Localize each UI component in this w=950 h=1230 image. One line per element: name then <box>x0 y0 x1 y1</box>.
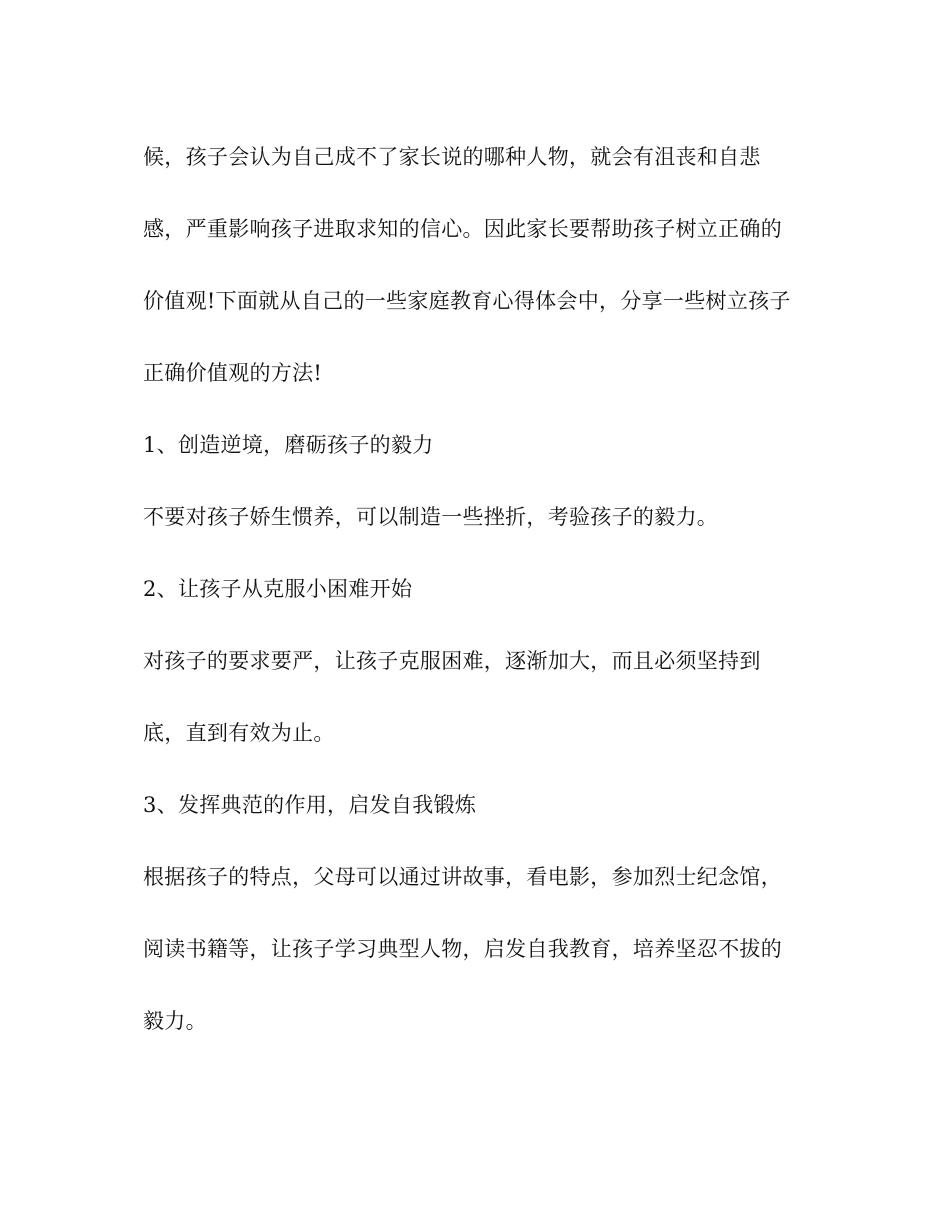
section-2-body-line-2: 底，直到有效为止。 <box>143 721 335 745</box>
paragraph-line-2: 感，严重影响孩子进取求知的信心。因此家长要帮助孩子树立正确的 <box>143 217 782 241</box>
section-heading-1: 1、创造逆境，磨砺孩子的毅力 <box>143 433 434 457</box>
section-2-body-line-1: 对孩子的要求要严，让孩子克服困难，逐渐加大，而且必须坚持到 <box>143 649 761 673</box>
section-heading-3: 3、发挥典范的作用，启发自我锻炼 <box>143 793 477 817</box>
section-3-body-line-2: 阅读书籍等，让孩子学习典型人物，启发自我教育，培养坚忍不拔的 <box>143 937 782 961</box>
section-3-body-line-3: 毅力。 <box>143 1009 207 1033</box>
section-3-body-line-1: 根据孩子的特点，父母可以通过讲故事，看电影，参加烈士纪念馆， <box>143 865 782 889</box>
section-1-body: 不要对孩子娇生惯养，可以制造一些挫折，考验孩子的毅力。 <box>143 505 719 529</box>
paragraph-line-1: 候，孩子会认为自己成不了家长说的哪种人物，就会有沮丧和自悲 <box>143 145 761 169</box>
paragraph-line-4: 正确价值观的方法! <box>143 361 323 385</box>
paragraph-line-3: 价值观!下面就从自己的一些家庭教育心得体会中，分享一些树立孩子 <box>143 289 791 313</box>
section-heading-2: 2、让孩子从克服小困难开始 <box>143 577 413 601</box>
